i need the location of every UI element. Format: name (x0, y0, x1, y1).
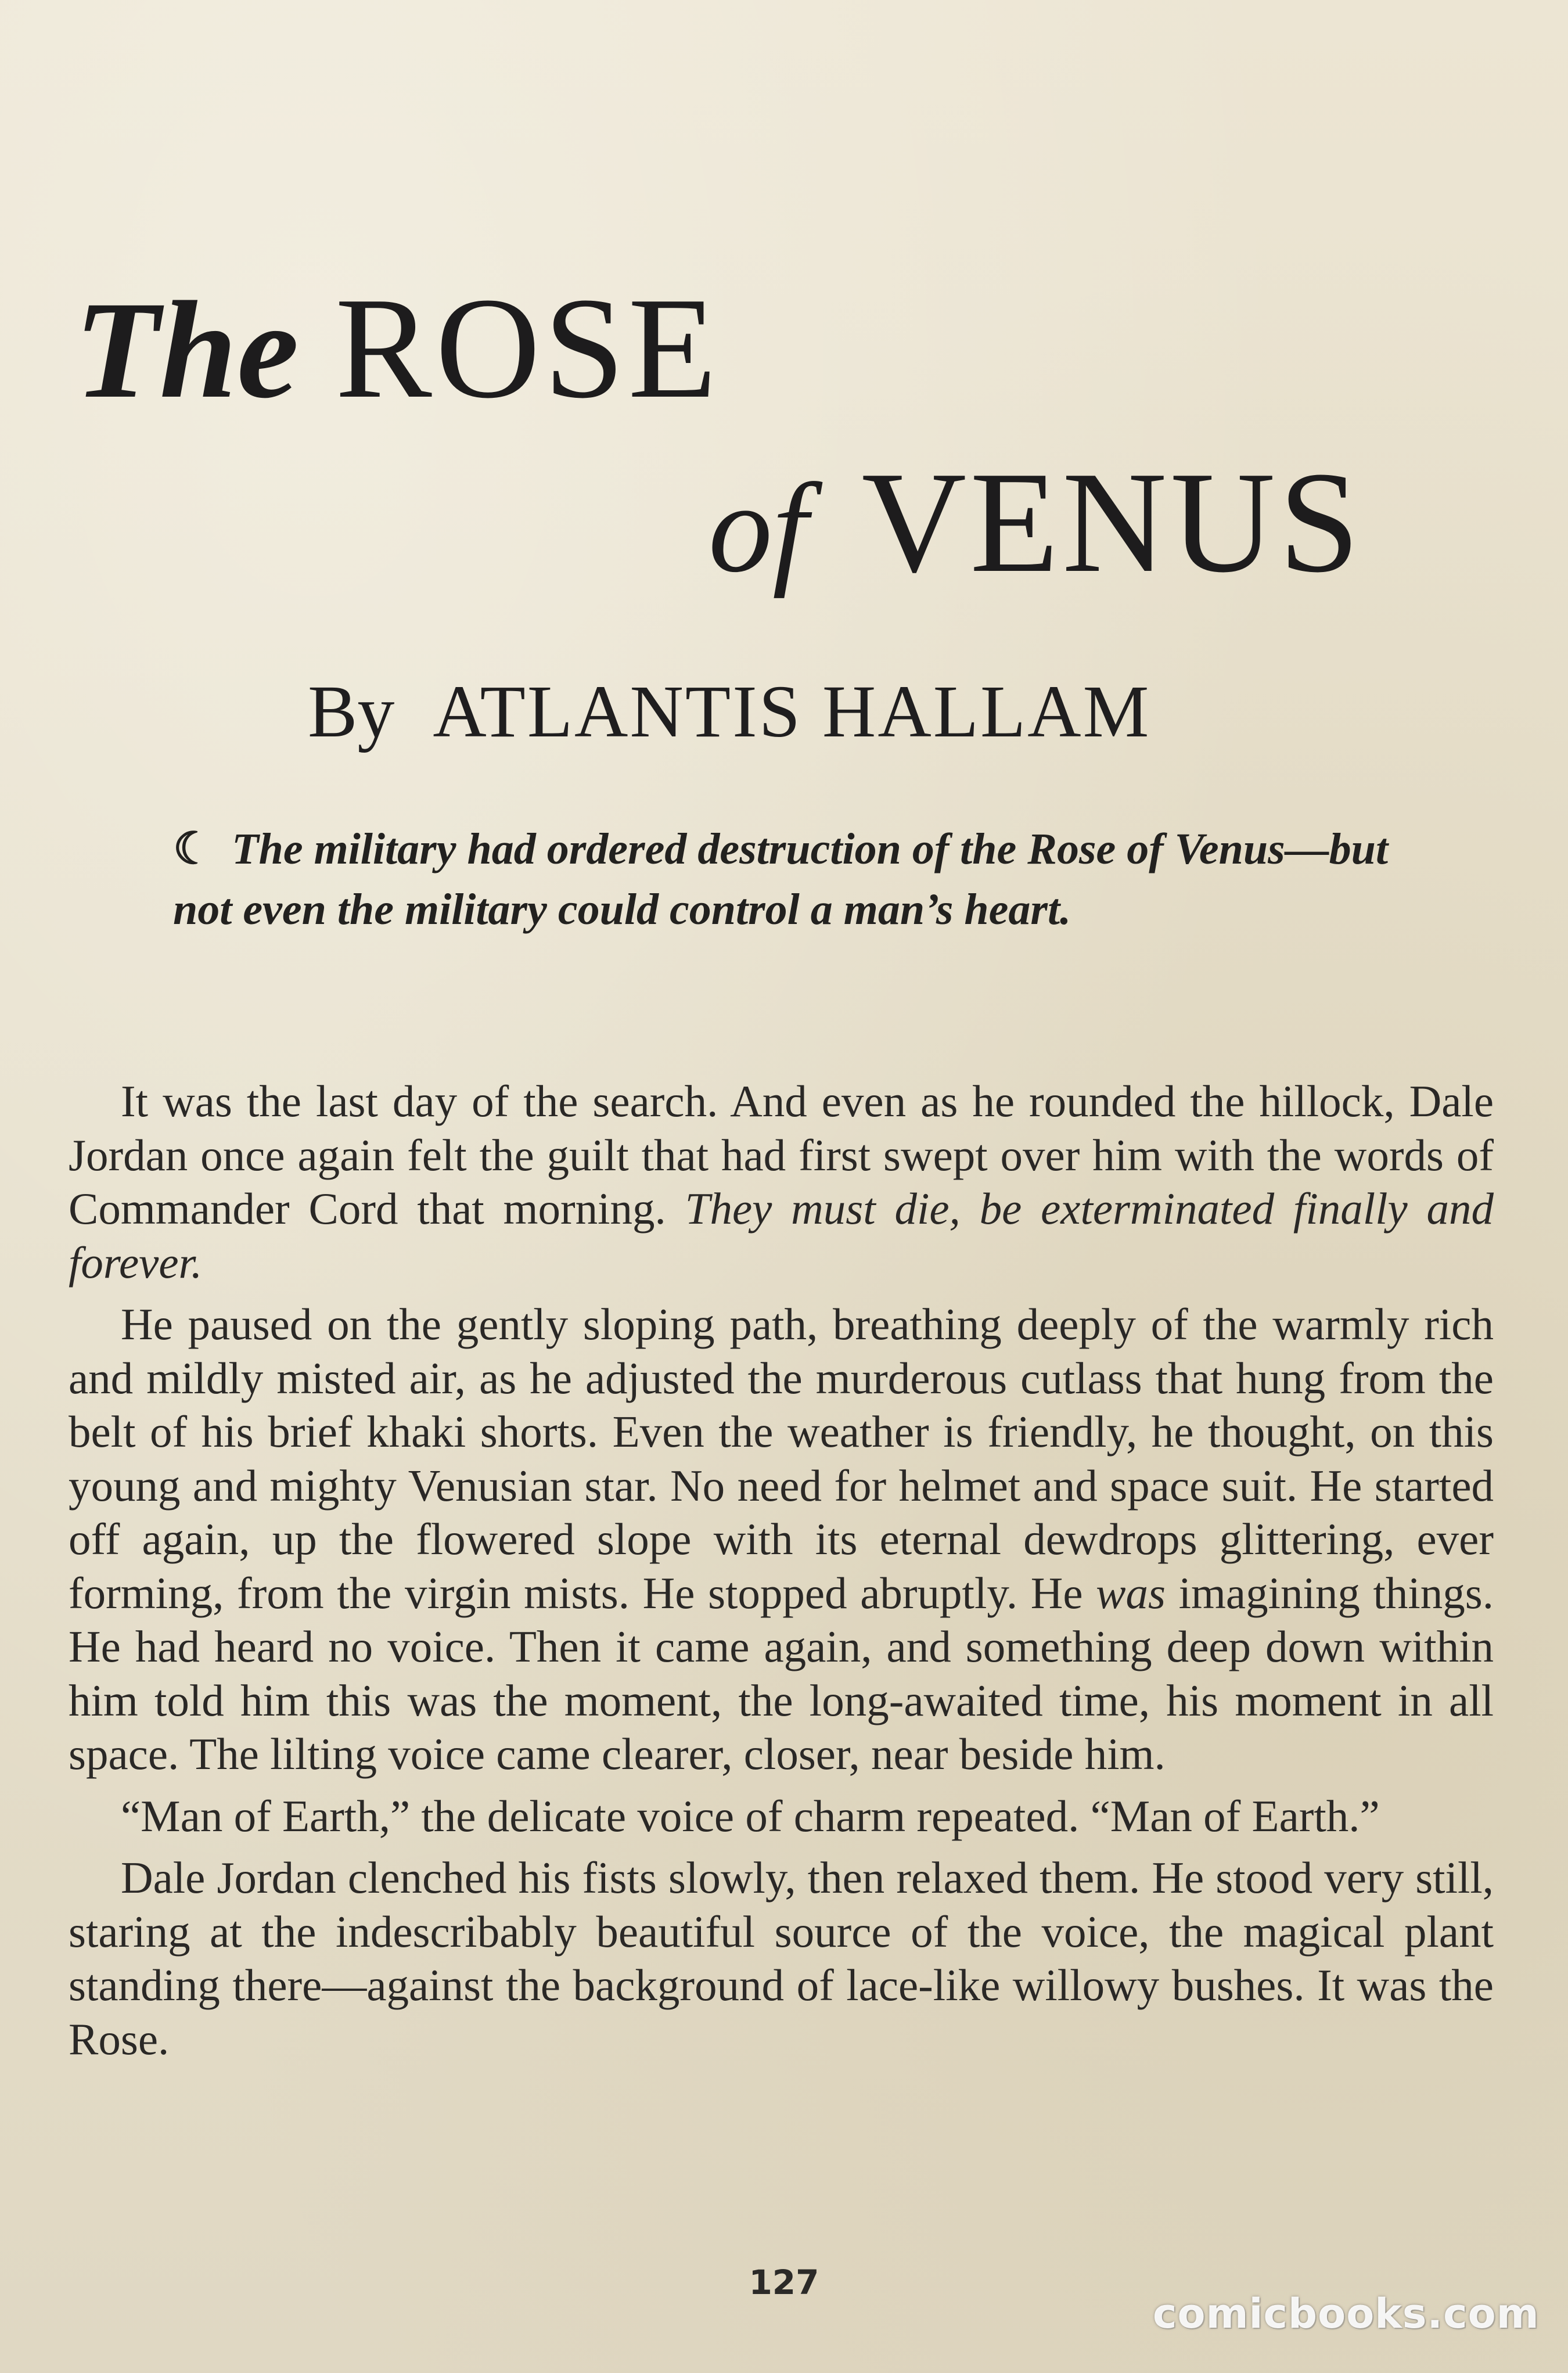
byline (308, 668, 1150, 755)
blurb-text: The military had ordered destruction of the Rose of Venus—but not even the military could control a man’s heart. (173, 825, 1389, 934)
paragraph-1 (69, 1074, 1494, 1289)
watermark: comicbooks.com (1153, 2290, 1540, 2338)
byline-author: ATLANTIS HALLAM (433, 670, 1151, 753)
title-word-venus: VENUS (861, 442, 1363, 603)
paragraph-1-text: It was the last day of the search. And even as he rounded the hillock, Dale Jordan once again felt the guilt that had first swept over him with the words of Commander Cord that morning. (69, 1076, 1494, 1234)
title-word-the: The (74, 272, 299, 427)
paragraph-3: “Man of Earth,” the delicate voice of charm repeated. “Man of Earth.” (121, 1790, 1380, 1841)
paragraph-1-italic: They must die, be exterminated finally and forever. (69, 1184, 1494, 1288)
paragraph-4: Dale Jordan clenched his fists slowly, then relaxed them. He stood very still, staring at the indescribably beautiful source of the voice, the magical plant standing there—against the background of lace-like willowy bushes. It was the Rose. (69, 1853, 1494, 2064)
story-blurb (173, 819, 1404, 940)
story-title-line-1 (74, 268, 721, 429)
paragraph-2-italic: was (1096, 1567, 1166, 1618)
story-body (69, 1074, 1494, 2074)
story-title-line-2 (709, 442, 1363, 603)
page-number: 127 (749, 2263, 819, 2302)
byline-by: By (308, 670, 395, 753)
paragraph-2-text-before: He paused on the gently sloping path, breathing deeply of the warmly rich and mildly misted air, as he adjusted the murderous cutlass that hung from the belt of his brief khaki shorts. Even the weather is friendly, he thought, on this young and mighty Venusian star. No need for helmet and space suit. He started off again, up the flowered slope with its eternal dewdrops glittering, ever forming, from the virgin mists. He stopped abruptly. He (69, 1299, 1494, 1618)
title-word-rose: ROSE (335, 268, 721, 429)
moon-ornament-icon: ☾ (173, 825, 213, 873)
paragraph-2-text-after: imagining things. He had heard no voice. Then it came again, and something deep down within him told him this was the moment, the long-awaited time, his moment in all space. The lilting voice came clearer, closer, near beside him. (69, 1567, 1494, 1779)
paragraph-2 (69, 1297, 1494, 1781)
title-word-of: of (709, 457, 808, 599)
